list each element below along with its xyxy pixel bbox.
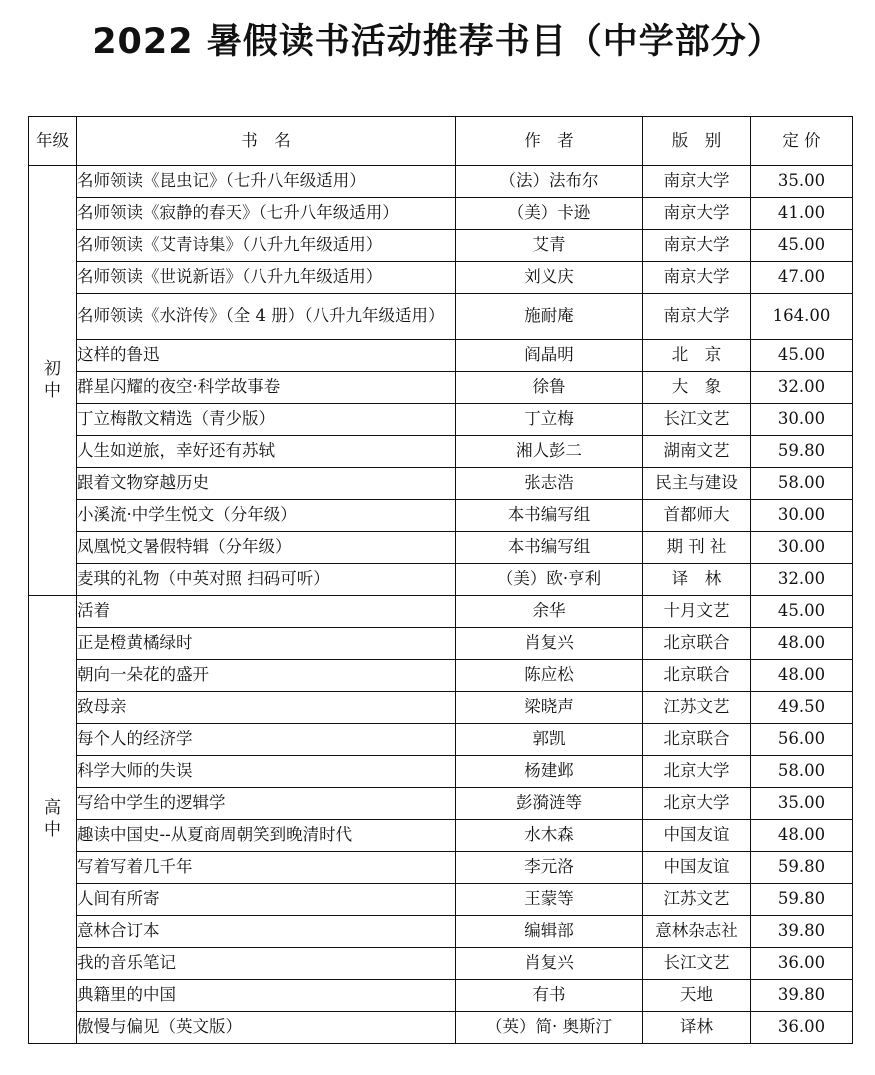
- price-cell: 30.00: [751, 404, 853, 436]
- table-row: [29, 788, 853, 820]
- publisher-cell: 北 京: [643, 340, 751, 372]
- author-cell: （英）简· 奥斯汀: [456, 1012, 643, 1044]
- book-title-cell: 正是橙黄橘绿时: [77, 628, 456, 660]
- page-title: 2022 暑假读书活动推荐书目（中学部分）: [92, 22, 783, 62]
- book-title-cell: 意林合订本: [77, 916, 456, 948]
- publisher-cell: 江苏文艺: [643, 884, 751, 916]
- table-row: [29, 628, 853, 660]
- publisher-cell: 北京联合: [643, 724, 751, 756]
- author-cell: （美）欧·亨利: [456, 564, 643, 596]
- price-cell: 56.00: [751, 724, 853, 756]
- author-cell: 水木森: [456, 820, 643, 852]
- author-cell: 张志浩: [456, 468, 643, 500]
- table-header-row: [29, 117, 853, 166]
- price-cell: 30.00: [751, 532, 853, 564]
- book-title-cell: 名师领读《艾青诗集》（八升九年级适用）: [77, 230, 456, 262]
- publisher-cell: 意林杂志社: [643, 916, 751, 948]
- author-cell: 肖复兴: [456, 628, 643, 660]
- author-cell: （法）法布尔: [456, 166, 643, 198]
- table-row: [29, 468, 853, 500]
- book-title-cell: 麦琪的礼物（中英对照 扫码可听）: [77, 564, 456, 596]
- price-cell: 30.00: [751, 500, 853, 532]
- price-cell: 58.00: [751, 468, 853, 500]
- publisher-cell: 大 象: [643, 372, 751, 404]
- price-cell: 59.80: [751, 436, 853, 468]
- publisher-cell: 北京联合: [643, 660, 751, 692]
- price-cell: 41.00: [751, 198, 853, 230]
- publisher-cell: 民主与建设: [643, 468, 751, 500]
- price-cell: 58.00: [751, 756, 853, 788]
- price-cell: 47.00: [751, 262, 853, 294]
- table-row: [29, 340, 853, 372]
- price-cell: 48.00: [751, 820, 853, 852]
- author-cell: 徐鲁: [456, 372, 643, 404]
- book-title-cell: 我的音乐笔记: [77, 948, 456, 980]
- book-title-cell: 活着: [77, 596, 456, 628]
- table-row: [29, 948, 853, 980]
- author-cell: 陈应松: [456, 660, 643, 692]
- author-cell: 阎晶明: [456, 340, 643, 372]
- table-row: [29, 852, 853, 884]
- publisher-cell: 南京大学: [643, 262, 751, 294]
- author-cell: 本书编写组: [456, 532, 643, 564]
- header-author: 作 者: [456, 117, 643, 166]
- table-row: [29, 596, 853, 628]
- publisher-cell: 长江文艺: [643, 404, 751, 436]
- book-title-cell: 小溪流·中学生悦文（分年级）: [77, 500, 456, 532]
- book-title-cell: 傲慢与偏见（英文版）: [77, 1012, 456, 1044]
- price-cell: 36.00: [751, 948, 853, 980]
- book-title-cell: 跟着文物穿越历史: [77, 468, 456, 500]
- table-row: [29, 916, 853, 948]
- publisher-cell: 南京大学: [643, 198, 751, 230]
- publisher-cell: 译林: [643, 1012, 751, 1044]
- book-title-cell: 人生如逆旅，幸好还有苏轼: [77, 436, 456, 468]
- author-cell: 编辑部: [456, 916, 643, 948]
- price-cell: 49.50: [751, 692, 853, 724]
- publisher-cell: 长江文艺: [643, 948, 751, 980]
- table-row: [29, 660, 853, 692]
- price-cell: 59.80: [751, 884, 853, 916]
- publisher-cell: 译 林: [643, 564, 751, 596]
- author-cell: 彭漪涟等: [456, 788, 643, 820]
- publisher-cell: 北京大学: [643, 756, 751, 788]
- table-row: [29, 500, 853, 532]
- table-row: [29, 372, 853, 404]
- table-row: [29, 820, 853, 852]
- book-title-cell: 名师领读《水浒传》（全 4 册）（八升九年级适用）: [77, 294, 456, 340]
- book-title-cell: 这样的鲁迅: [77, 340, 456, 372]
- author-cell: 有书: [456, 980, 643, 1012]
- grade-level-cell: 初 中: [29, 166, 77, 596]
- book-title-cell: 典籍里的中国: [77, 980, 456, 1012]
- price-cell: 45.00: [751, 340, 853, 372]
- book-title-cell: 致母亲: [77, 692, 456, 724]
- price-cell: 35.00: [751, 788, 853, 820]
- author-cell: 丁立梅: [456, 404, 643, 436]
- table-row: [29, 294, 853, 340]
- book-title-cell: 名师领读《世说新语》（八升九年级适用）: [77, 262, 456, 294]
- book-title-cell: 写给中学生的逻辑学: [77, 788, 456, 820]
- publisher-cell: 南京大学: [643, 294, 751, 340]
- publisher-cell: 湖南文艺: [643, 436, 751, 468]
- table-row: [29, 532, 853, 564]
- table-row: [29, 724, 853, 756]
- header-price: 定 价: [751, 117, 853, 166]
- author-cell: 李元洛: [456, 852, 643, 884]
- publisher-cell: 南京大学: [643, 230, 751, 262]
- publisher-cell: 江苏文艺: [643, 692, 751, 724]
- book-title-cell: 名师领读《昆虫记》（七升八年级适用）: [77, 166, 456, 198]
- publisher-cell: 十月文艺: [643, 596, 751, 628]
- price-cell: 39.80: [751, 980, 853, 1012]
- price-cell: 48.00: [751, 660, 853, 692]
- publisher-cell: 天地: [643, 980, 751, 1012]
- grade-level-cell: 高 中: [29, 596, 77, 1044]
- table-row: [29, 884, 853, 916]
- price-cell: 39.80: [751, 916, 853, 948]
- publisher-cell: 首都师大: [643, 500, 751, 532]
- book-title-cell: 群星闪耀的夜空·科学故事卷: [77, 372, 456, 404]
- publisher-cell: 南京大学: [643, 166, 751, 198]
- author-cell: 梁晓声: [456, 692, 643, 724]
- publisher-cell: 北京大学: [643, 788, 751, 820]
- author-cell: 杨建邺: [456, 756, 643, 788]
- price-cell: 36.00: [751, 1012, 853, 1044]
- price-cell: 164.00: [751, 294, 853, 340]
- book-title-cell: 丁立梅散文精选（青少版）: [77, 404, 456, 436]
- publisher-cell: 期 刊 社: [643, 532, 751, 564]
- table-row: [29, 230, 853, 262]
- table-row: [29, 756, 853, 788]
- price-cell: 32.00: [751, 564, 853, 596]
- author-cell: 王蒙等: [456, 884, 643, 916]
- table-row: [29, 692, 853, 724]
- table-row: [29, 980, 853, 1012]
- book-title-cell: 每个人的经济学: [77, 724, 456, 756]
- header-book: 书 名: [77, 117, 456, 166]
- author-cell: 刘义庆: [456, 262, 643, 294]
- price-cell: 35.00: [751, 166, 853, 198]
- table-row: [29, 404, 853, 436]
- author-cell: 施耐庵: [456, 294, 643, 340]
- price-cell: 59.80: [751, 852, 853, 884]
- price-cell: 32.00: [751, 372, 853, 404]
- book-title-cell: 名师领读《寂静的春天》（七升八年级适用）: [77, 198, 456, 230]
- book-title-cell: 写着写着几千年: [77, 852, 456, 884]
- header-publisher: 版 别: [643, 117, 751, 166]
- author-cell: 余华: [456, 596, 643, 628]
- author-cell: 肖复兴: [456, 948, 643, 980]
- table-row: [29, 564, 853, 596]
- book-title-cell: 科学大师的失误: [77, 756, 456, 788]
- header-level: 年级: [29, 117, 77, 166]
- price-cell: 48.00: [751, 628, 853, 660]
- publisher-cell: 北京联合: [643, 628, 751, 660]
- book-list-table: [28, 116, 853, 1044]
- book-title-cell: 趣读中国史--从夏商周朝笑到晚清时代: [77, 820, 456, 852]
- table-row: [29, 1012, 853, 1044]
- table-row: [29, 262, 853, 294]
- author-cell: （美）卡逊: [456, 198, 643, 230]
- publisher-cell: 中国友谊: [643, 852, 751, 884]
- price-cell: 45.00: [751, 596, 853, 628]
- table-row: [29, 436, 853, 468]
- author-cell: 本书编写组: [456, 500, 643, 532]
- author-cell: 湘人彭二: [456, 436, 643, 468]
- book-title-cell: 人间有所寄: [77, 884, 456, 916]
- publisher-cell: 中国友谊: [643, 820, 751, 852]
- price-cell: 45.00: [751, 230, 853, 262]
- table-row: [29, 198, 853, 230]
- book-title-cell: 凤凰悦文暑假特辑（分年级）: [77, 532, 456, 564]
- author-cell: 艾青: [456, 230, 643, 262]
- table-row: [29, 166, 853, 198]
- book-title-cell: 朝向一朵花的盛开: [77, 660, 456, 692]
- author-cell: 郭凯: [456, 724, 643, 756]
